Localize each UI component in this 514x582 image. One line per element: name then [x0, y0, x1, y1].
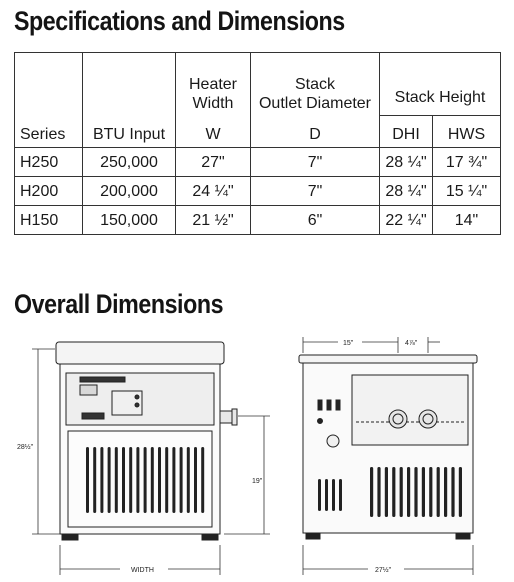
cell-dhi: 28 ¼": [380, 148, 433, 177]
louver-slot: [339, 479, 342, 511]
header-d: D: [251, 116, 380, 148]
header-w: W: [176, 116, 251, 148]
louver-slot: [158, 447, 161, 513]
table-row: [15, 206, 501, 235]
louver-slot: [151, 447, 154, 513]
cell-d: 6": [251, 206, 380, 235]
header-stack-outlet-line2: Outlet Diameter: [258, 94, 372, 112]
louver-slot: [451, 467, 454, 517]
cell-btu: 250,000: [83, 148, 176, 177]
cell-hws: 14": [433, 206, 501, 235]
header-heater-width-line2: Width: [192, 94, 234, 112]
cell-w: 27": [176, 148, 251, 177]
louver-slot: [115, 447, 118, 513]
cell-btu: 150,000: [83, 206, 176, 235]
front-width-label: WIDTH: [131, 567, 154, 574]
header-heater-width: [176, 53, 251, 116]
louver-slot: [136, 447, 139, 513]
cell-dhi: 22 ¼": [380, 206, 433, 235]
louver-slot: [332, 479, 335, 511]
cell-dhi: 28 ¼": [380, 177, 433, 206]
louver-slot: [144, 447, 147, 513]
overall-dimensions-drawing: [0, 325, 514, 582]
louver-slot: [100, 447, 103, 513]
louver-slot: [377, 467, 380, 517]
louver-slot: [86, 447, 89, 513]
front-inlet-height-label: 19": [252, 478, 263, 485]
louver-slot: [318, 479, 321, 511]
header-stack-outlet-line1: Stack: [294, 75, 335, 93]
specifications-table: [14, 52, 501, 235]
section-title-overall: Overall Dimensions: [14, 289, 224, 319]
louver-slot: [187, 447, 190, 513]
cell-hws: 15 ¼": [433, 177, 501, 206]
louver-slot: [129, 447, 132, 513]
header-stack-height: Stack Height: [380, 53, 501, 116]
cell-hws: 17 ¾": [433, 148, 501, 177]
louver-slot: [108, 447, 111, 513]
cell-btu: 200,000: [83, 177, 176, 206]
louver-slot: [400, 467, 403, 517]
louver-slot: [201, 447, 204, 513]
side-depth-label: 27½": [375, 567, 392, 574]
cell-d: 7": [251, 177, 380, 206]
header-stack-outlet: [251, 53, 380, 116]
side-offset-label: 4⅞": [405, 340, 418, 347]
table-row: [15, 148, 501, 177]
louver-slot: [194, 447, 197, 513]
louver-slot: [385, 467, 388, 517]
louver-slot: [370, 467, 373, 517]
louver-slot: [459, 467, 462, 517]
louver-slot: [325, 479, 328, 511]
cell-d: 7": [251, 148, 380, 177]
table-row: [15, 177, 501, 206]
louver-slot: [165, 447, 168, 513]
louver-slot: [422, 467, 425, 517]
louver-slot: [429, 467, 432, 517]
header-heater-width-line1: Heater: [188, 75, 238, 93]
louver-slot: [93, 447, 96, 513]
louver-slot: [122, 447, 125, 513]
cell-w: 24 ¼": [176, 177, 251, 206]
front-height-label: 28½": [17, 444, 34, 451]
cell-w: 21 ½": [176, 206, 251, 235]
louver-slot: [437, 467, 440, 517]
header-hws: HWS: [433, 116, 501, 148]
cell-series: H150: [15, 206, 83, 235]
page-title: Specifications and Dimensions: [14, 6, 345, 36]
louver-slot: [444, 467, 447, 517]
header-series: Series: [15, 53, 83, 148]
louver-slot: [172, 447, 175, 513]
louver-slot: [414, 467, 417, 517]
cell-series: H200: [15, 177, 83, 206]
louver-slot: [392, 467, 395, 517]
header-btu: BTU Input: [83, 53, 176, 148]
side-top-label: 15": [343, 340, 354, 347]
header-dhi: DHI: [380, 116, 433, 148]
cell-series: H250: [15, 148, 83, 177]
louver-slot: [407, 467, 410, 517]
louver-slot: [180, 447, 183, 513]
